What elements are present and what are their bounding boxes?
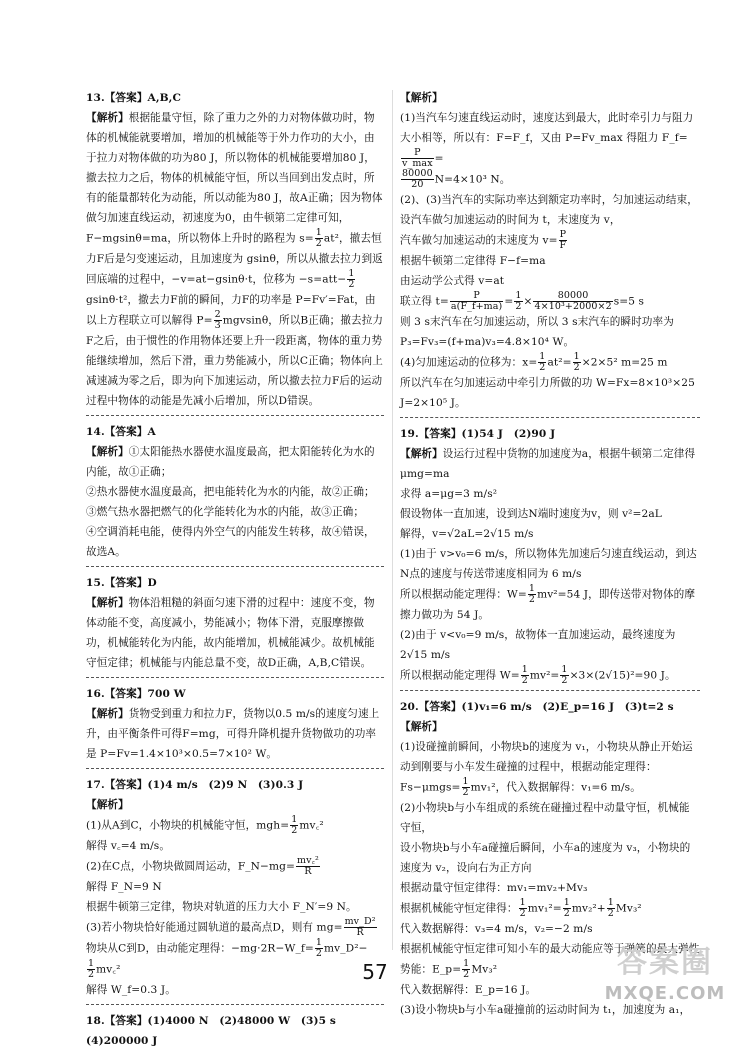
fraction: $\frac{1}{2}$ [291, 814, 298, 836]
question-18-analysis: 【解析】 (1)当汽车匀速直线运动时，速度达到最大，此时牵引力与阻力大小相等，所以有：F=F_f，又由 P=Fv_max 得阻力 F_f= $\frac{P}{v\_\max}$ = $\frac{80000}{20}$ N=4×10³ N。 (2)、(3)当汽车的实际功率达到额定功率时，匀加速运动结束，设汽车做匀加速运动的时间为 t，末速度为 v， 汽车做匀加速运动的末速度为 v= $\frac{P}{F}$ 根据牛顿第二定律得 F−f=ma 由运动学公式得 v=at 联立得 t= $\frac{P}{a(F\_f+ma)}$ = $\frac{1}{2}$ × $\frac{80000}{\text{4×10³+2000×2}}$ s=5 s 则 3 s末汽车在匀加速运动，所以 3 s末汽车的瞬时功率为 P₃=Fv₃=(f+ma)v₃=4.8×10⁴ W。 (4)匀加速运动的位移为：x= $\frac{1}{2}$ at²= $\frac{1}{2}$ ×2×5² m=25 m 所以汽车在匀加速运动中牵引力所做的功 W=Fx=8×10³×25 J=2×10⁵ J。 [400, 88, 700, 413]
question-17 [86, 775, 384, 1000]
page-number: 57 [362, 960, 388, 984]
column-divider [392, 90, 393, 950]
question-number: 17. [86, 779, 105, 791]
analysis-text: 解得 W_f=0.3 J。 [86, 984, 176, 996]
question-20: 20.【答案】(1)v₁=6 m/s (2)E_p=16 J (3)t=2 s 【解析】 (1)设碰撞前瞬间，小物块b的速度为 v₁，小物块从静止开始运动到刚要与小车发生碰撞的过程中，根据动能定理得：Fs−μmgs= $\frac{1}{2}$ mv₁²，代入数据解得：v₁=6 m/s。 (2)小物块b与小车组成的系统在碰撞过程中动量守恒，机械能守恒， 设小物块b与小车a碰撞后瞬间，小车a的速度为 v₃，小物块的速度为 v₂，设向右为正方向 根据动量守恒定律得：mv₁=mv₂+Mv₃ 根据机械能守恒定律得： $\frac{1}{2}$ mv₁²= $\frac{1}{2}$ mv₂²+ $\frac{1}{2}$ Mv₃² 代入数据解得：v₃=4 m/s，v₂=−2 m/s 根据机械能守恒定律可知小车的最大动能应等于弹簧的最大弹性势能：E_p= $\frac{1}{2}$ Mv₃² 代入数据解得：E_p=16 J。 (3)设小物块b与小车a碰撞前的运动时间为 t₁，加速度为 a₁， [400, 697, 700, 1020]
analysis-text: 物块从C到D，由动能定理得：−mg·2R−W_f= [86, 942, 314, 955]
answer-line: 【答案】A,B,C [104, 92, 181, 104]
analysis-text: 设小物块b与小车a碰撞后瞬间，小车a的速度为 v₃，小物块的速度为 v₂，设向右为正方向 [400, 842, 691, 874]
analysis-text: ④空调消耗电能，使得内外空气的内能发生转移，故④错误，故选A。 [86, 526, 375, 558]
analysis-text: mv_D²− [324, 942, 368, 955]
analysis-text: ②热水器使水温度最高，把电能转化为水的内能，故②正确； [86, 486, 375, 498]
question-15 [86, 573, 384, 673]
analysis-text: 设运行过程中货物的加速度为a，根据牛顿第二定律得 μmg=ma [400, 448, 696, 480]
analysis-text: 所以汽车在匀加速运动中牵引力所做的功 W=Fx=8×10³×25 J=2×10⁵ J。 [400, 377, 695, 409]
divider [86, 677, 384, 678]
question-number: 19. [400, 428, 419, 440]
analysis-text: 根据牛顿第二定律得 F−f=ma [400, 255, 546, 267]
answer-line: 【答案】D [104, 577, 157, 589]
watermark-url: MXQE.COM [604, 983, 726, 1004]
analysis-text: (1)设碰撞前瞬间，小物块b的速度为 v₁，小物块从静止开始运动到刚要与小车发生碰撞的过程中，根据动能定理得：Fs−μmgs= [400, 741, 693, 794]
analysis-text: 代入数据解得：E_p=16 J。 [400, 984, 537, 996]
fraction: $\frac{\text{mv\_D²}}{R}$ [344, 916, 376, 938]
analysis-text: mv꜀² [96, 963, 121, 976]
analysis-text: (2)、(3)当汽车的实际功率达到额定功率时，匀加速运动结束，设汽车做匀加速运动的时间为 t，末速度为 v， [400, 194, 698, 226]
analysis-text: 代入数据解得：v₃=4 m/s，v₂=−2 m/s [400, 923, 593, 935]
analysis-text: 由运动学公式得 v=at [400, 275, 505, 287]
fraction: $\frac{1}{2}$ [315, 937, 323, 959]
analysis-text: (3)设小物块b与小车a碰撞前的运动时间为 t₁，加速度为 a₁， [400, 1004, 691, 1016]
analysis-text: (1)由于 v>v₀=6 m/s，所以物体先加速后匀速直线运动，到达N点的速度与传送带速度相同为 6 m/s [400, 548, 697, 580]
question-14 [86, 422, 384, 562]
analysis-text: mv꜀² [299, 819, 324, 832]
analysis-text: 根据动量守恒定律得：mv₁=mv₂+Mv₃ [400, 882, 588, 894]
analysis-text: 求得 a=μg=3 m/s² [400, 488, 498, 500]
analysis-text: 假设物体一直加速，设到达N端时速度为v，则 v²=2aL [400, 508, 662, 520]
fraction: $\frac{1}{2}$ [528, 583, 536, 605]
fraction: $\frac{2}{3}$ [214, 309, 221, 331]
fraction: $\frac{P}{a(F\_f+ma)}$ [450, 290, 503, 312]
analysis-text: 根据牛顿第三定律，物块对轨道的压力大小 F_N′=9 N。 [86, 901, 357, 913]
analysis-text: (2)在C点，小物块做圆周运动，F_N−mg= [86, 860, 296, 873]
analysis-text: ①太阳能热水器使水温度最高，把太阳能转化为水的内能，故①正确； [86, 446, 375, 478]
fraction: $\frac{P}{v\_\max}$ [402, 147, 433, 169]
fraction: $\frac{1}{2}$ [539, 351, 546, 373]
analysis-tag: 【解析】 [86, 708, 129, 720]
fraction: $\frac{\text{mv꜀²}}{R}$ [297, 855, 319, 877]
analysis-text: (4)匀加速运动的位移为：x= [400, 356, 538, 369]
fraction: $\frac{1}{2}$ [88, 958, 95, 980]
answer-line: 【答案】700 W [104, 688, 186, 700]
divider [86, 566, 384, 567]
fraction: $\frac{1}{2}$ [515, 290, 522, 312]
analysis-text: 根据机械能守恒定律可知小车的最大动能应等于弹簧的最大弹性势能：E_p= [400, 943, 700, 976]
fraction: $\frac{1}{2}$ [348, 268, 355, 290]
analysis-text: (1)当汽车匀速直线运动时，速度达到最大，此时牵引力与阻力大小相等，所以有：F=F_f，又由 P=Fv_max 得阻力 F_f= [400, 112, 694, 144]
watermark-text: 答案圈 [617, 945, 713, 980]
analysis-tag: 【解析】 [400, 92, 443, 104]
fraction: $\frac{1}{2}$ [519, 897, 526, 919]
analysis-text: (3)若小物块恰好能通过圆轨道的最高点D，则有 mg= [86, 921, 343, 934]
answer-line: 【答案】(1)54 J (2)90 J [418, 428, 556, 440]
question-18 [86, 1011, 384, 1051]
analysis-text: 根据机械能守恒定律得： [400, 902, 518, 915]
analysis-tag: 【解析】 [400, 448, 443, 460]
question-number: 20. [400, 701, 419, 713]
fraction: $\frac{P}{F}$ [559, 229, 567, 251]
fraction: $\frac{1}{2}$ [607, 897, 614, 919]
fraction: $\frac{1}{2}$ [563, 897, 570, 919]
analysis-text: (2)由于 v<v₀=9 m/s，故物体一直加速运动，最终速度为 2√15 m/s [400, 629, 676, 661]
analysis-text: 解得，v=√2aL=2√15 m/s [400, 528, 534, 540]
analysis-text: gsinθ·t²，撤去力F前的瞬间，力F的功率是 P=Fv′=Fat，由以上方程联立可以解得 P= [86, 294, 376, 327]
divider [86, 768, 384, 769]
analysis-tag: 【解析】 [86, 446, 129, 458]
right-column [400, 88, 700, 1024]
fraction: $\frac{1}{2}$ [462, 776, 469, 798]
question-16 [86, 684, 384, 764]
question-number: 15. [86, 577, 105, 589]
fraction: $\frac{1}{2}$ [521, 664, 528, 686]
analysis-text: at²，撤去恒力F后是匀变速运动，且加速度为 gsinθ，所以从撤去拉力到返回底端的过程中，−v=at−gsinθ·t，位移为 −s=att− [86, 232, 383, 286]
analysis-text: mgvsinθ，所以B正确；撤去拉力F之后，由于惯性的作用物体还要上升一段距离，物体的重力势能继续增加，然后下滑，重力势能减小，所以C正确；物体向上减速减为零之后，即为向下加速运动，所以撤去拉力F后的运动过程中物体的动能是先减小后增加，所以D错误。 [86, 314, 384, 407]
analysis-text: N=4×10³ N。 [434, 173, 511, 186]
fraction: $\frac{1}{2}$ [315, 227, 322, 249]
left-column [86, 88, 384, 1055]
analysis-text: 则 3 s末汽车在匀加速运动，所以 3 s末汽车的瞬时功率为 P₃=Fv₃=(f+ma)v₃=4.8×10⁴ W。 [400, 316, 674, 348]
answer-line: 【答案】(1)4 m/s (2)9 N (3)0.3 J [104, 779, 304, 791]
analysis-text: 联立得 t= [400, 295, 449, 308]
analysis-tag: 【解析】 [86, 112, 129, 124]
analysis-text: ③燃气热水器把燃气的化学能转化为水的内能，故③正确； [86, 506, 365, 518]
answer-line: 【答案】A [104, 426, 156, 438]
analysis-text: 解得 F_N=9 N [86, 881, 162, 893]
question-number: 14. [86, 426, 105, 438]
analysis-text: (1)从A到C，小物块的机械能守恒，mgh= [86, 819, 290, 832]
fraction: $\frac{1}{2}$ [573, 351, 580, 373]
analysis-tag: 【解析】 [400, 721, 443, 733]
divider [400, 690, 700, 691]
analysis-text: 货物受到重力和拉力F，货物以0.5 m/s的速度匀速上升，由平衡条件可得F=mg，可得升降机提升货物做功的功率是 P=Fv=1.4×10³×0.5=7×10² W。 [86, 708, 380, 760]
question-19: 19.【答案】(1)54 J (2)90 J 【解析】设运行过程中货物的加速度为a，根据牛顿第二定律得 μmg=ma 求得 a=μg=3 m/s² 假设物体一直加速，设到达N端时速度为v，则 v²=2aL 解得，v=√2aL=2√15 m/s (1)由于 v>v₀=6 m/s，所以物体先加速后匀速直线运动，到达N点的速度与传送带速度相同为 6 m/s 所以根据动能定理得：W= $\frac{1}{2}$ mv²=54 J，即传送带对物体的摩擦力做功为 54 J。 (2)由于 v<v₀=9 m/s，故物体一直加速运动，最终速度为 2√15 m/s 所以根据动能定理得 W= $\frac{1}{2}$ mv²= $\frac{1}{2}$ ×3×(2√15)²=90 J。 [400, 424, 700, 686]
fraction: $\frac{1}{2}$ [463, 958, 470, 980]
question-number: 18. [86, 1015, 105, 1027]
question-number: 13. [86, 92, 105, 104]
analysis-text: 根据能量守恒，除了重力之外的力对物体做功时，物体的机械能就要增加，增加的机械能等于外力作功的大小，由于拉力对物体做的功为80 J，所以物体的机械能要增加80 J，撤去拉力之后，物体的机械能守恒，所以当回到出发点时，所有的能量都转化为动能，所以动能为80 J，故A正确；因为物体做匀加速直线运动，初速度为0，由牛顿第二定律可知，F−mgsinθ=ma，所以物体上升时的路程为 s= [86, 112, 383, 245]
divider [400, 417, 700, 418]
analysis-tag: 【解析】 [86, 799, 129, 811]
answer-line: 【答案】(1)v₁=6 m/s (2)E_p=16 J (3)t=2 s [418, 701, 674, 713]
fraction: $\frac{1}{2}$ [561, 664, 568, 686]
analysis-text: 汽车做匀加速运动的末速度为 v= [400, 234, 558, 247]
divider [86, 1004, 384, 1005]
question-number: 16. [86, 688, 105, 700]
fraction: $\frac{80000}{20}$ [402, 168, 433, 190]
answer-line: 【答案】(1)4000 N (2)48000 W (3)5 s (4)200000 J [86, 1015, 347, 1047]
analysis-text: (2)小物块b与小车组成的系统在碰撞过程中动量守恒，机械能守恒， [400, 802, 690, 834]
analysis-text: 所以根据动能定理得：W= [400, 588, 527, 601]
watermark-logo [590, 945, 740, 1015]
analysis-tag: 【解析】 [86, 597, 129, 609]
analysis-text: 物体沿粗糙的斜面匀速下滑的过程中：速度不变，物体动能不变，高度减小，势能减小；物体下滑，克服摩擦做功，机械能转化为内能，故内能增加，机械能减少。故机械能守恒定律；机械能与内能总量不变，故D正确，A,B,C错误。 [86, 597, 375, 669]
analysis-text: 解得 v꜀=4 m/s。 [86, 840, 171, 852]
divider [86, 415, 384, 416]
fraction: $\frac{80000}{\text{4×10³+2000×2}}$ [534, 290, 612, 312]
question-13 [86, 88, 384, 411]
analysis-text: 所以根据动能定理得 W= [400, 669, 520, 682]
